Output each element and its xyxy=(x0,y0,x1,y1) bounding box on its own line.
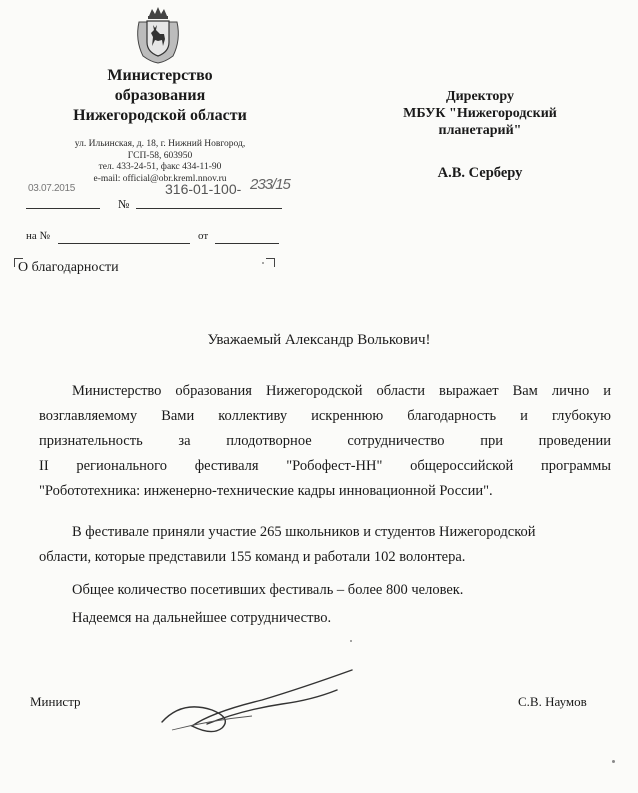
outgoing-number: 316-01-100- xyxy=(165,181,242,197)
paragraph-line: "Робототехника: инженерно-технические кадры инновационной России". xyxy=(39,483,493,499)
address-line: ГСП-58, 603950 xyxy=(127,150,193,161)
recipient-block xyxy=(360,88,600,139)
paragraph-line: признательность за плодотворное сотрудничество при проведении xyxy=(39,433,611,449)
from-label: от xyxy=(198,230,209,242)
number-label: № xyxy=(118,197,130,211)
subject-line: О благодарности xyxy=(18,260,119,275)
recipient-line: Директору xyxy=(445,89,515,104)
reference-label: на № xyxy=(26,230,51,242)
address-line: ул. Ильинская, д. 18, г. Нижний Новгород, xyxy=(74,139,246,149)
paragraph-line: возглавляемому Вами коллективу искреннюю благодарность и глубокую xyxy=(39,408,611,424)
paragraph-visitors: Общее количество посетивших фестиваль – более 800 человек. xyxy=(72,582,464,598)
paragraph-line: II регионального фестиваля "Робофест-НН" общероссийской программы xyxy=(39,458,611,474)
scan-speck xyxy=(612,760,615,763)
ministry-address xyxy=(40,139,280,185)
address-line: тел. 433-24-51, факс 434-11-90 xyxy=(98,162,222,172)
reference-underline xyxy=(58,243,190,244)
number-underline xyxy=(136,208,282,209)
paragraph-gratitude xyxy=(39,379,611,504)
ministry-name xyxy=(40,66,280,126)
ministry-line: образования xyxy=(114,87,206,104)
scan-speck xyxy=(262,262,264,264)
paragraph-participants-line: области, которые представили 155 команд и работали 102 волонтера. xyxy=(39,549,466,565)
subject-bracket-right xyxy=(266,258,275,267)
ministry-line: Министерство xyxy=(107,67,213,84)
stamp-date: 03.07.2015 xyxy=(28,183,76,194)
from-underline xyxy=(215,243,279,244)
signer-name: С.В. Наумов xyxy=(518,694,587,709)
paragraph-line: Министерство образования Нижегородской области выражает Вам лично и xyxy=(72,383,611,399)
coat-of-arms-emblem xyxy=(133,6,183,64)
scan-speck xyxy=(350,640,352,642)
handwritten-signature xyxy=(152,660,362,740)
paragraph-participants-line: В фестивале приняли участие 265 школьников и студентов Нижегородской xyxy=(72,524,536,540)
recipient-line: планетарий" xyxy=(438,123,522,138)
recipient-name: А.В. Серберу xyxy=(437,165,523,181)
handwritten-number: 233/15 xyxy=(250,176,290,193)
greeting: Уважаемый Александр Волькович! xyxy=(207,332,431,348)
address-line: e-mail: official@obr.kreml.nnov.ru xyxy=(93,173,227,184)
recipient-line: МБУК "Нижегородский xyxy=(403,106,557,121)
paragraph-cooperation: Надеемся на дальнейшее сотрудничество. xyxy=(72,610,332,626)
date-underline xyxy=(26,208,100,209)
ministry-line: Нижегородской области xyxy=(73,107,247,124)
signer-title: Министр xyxy=(30,694,81,709)
